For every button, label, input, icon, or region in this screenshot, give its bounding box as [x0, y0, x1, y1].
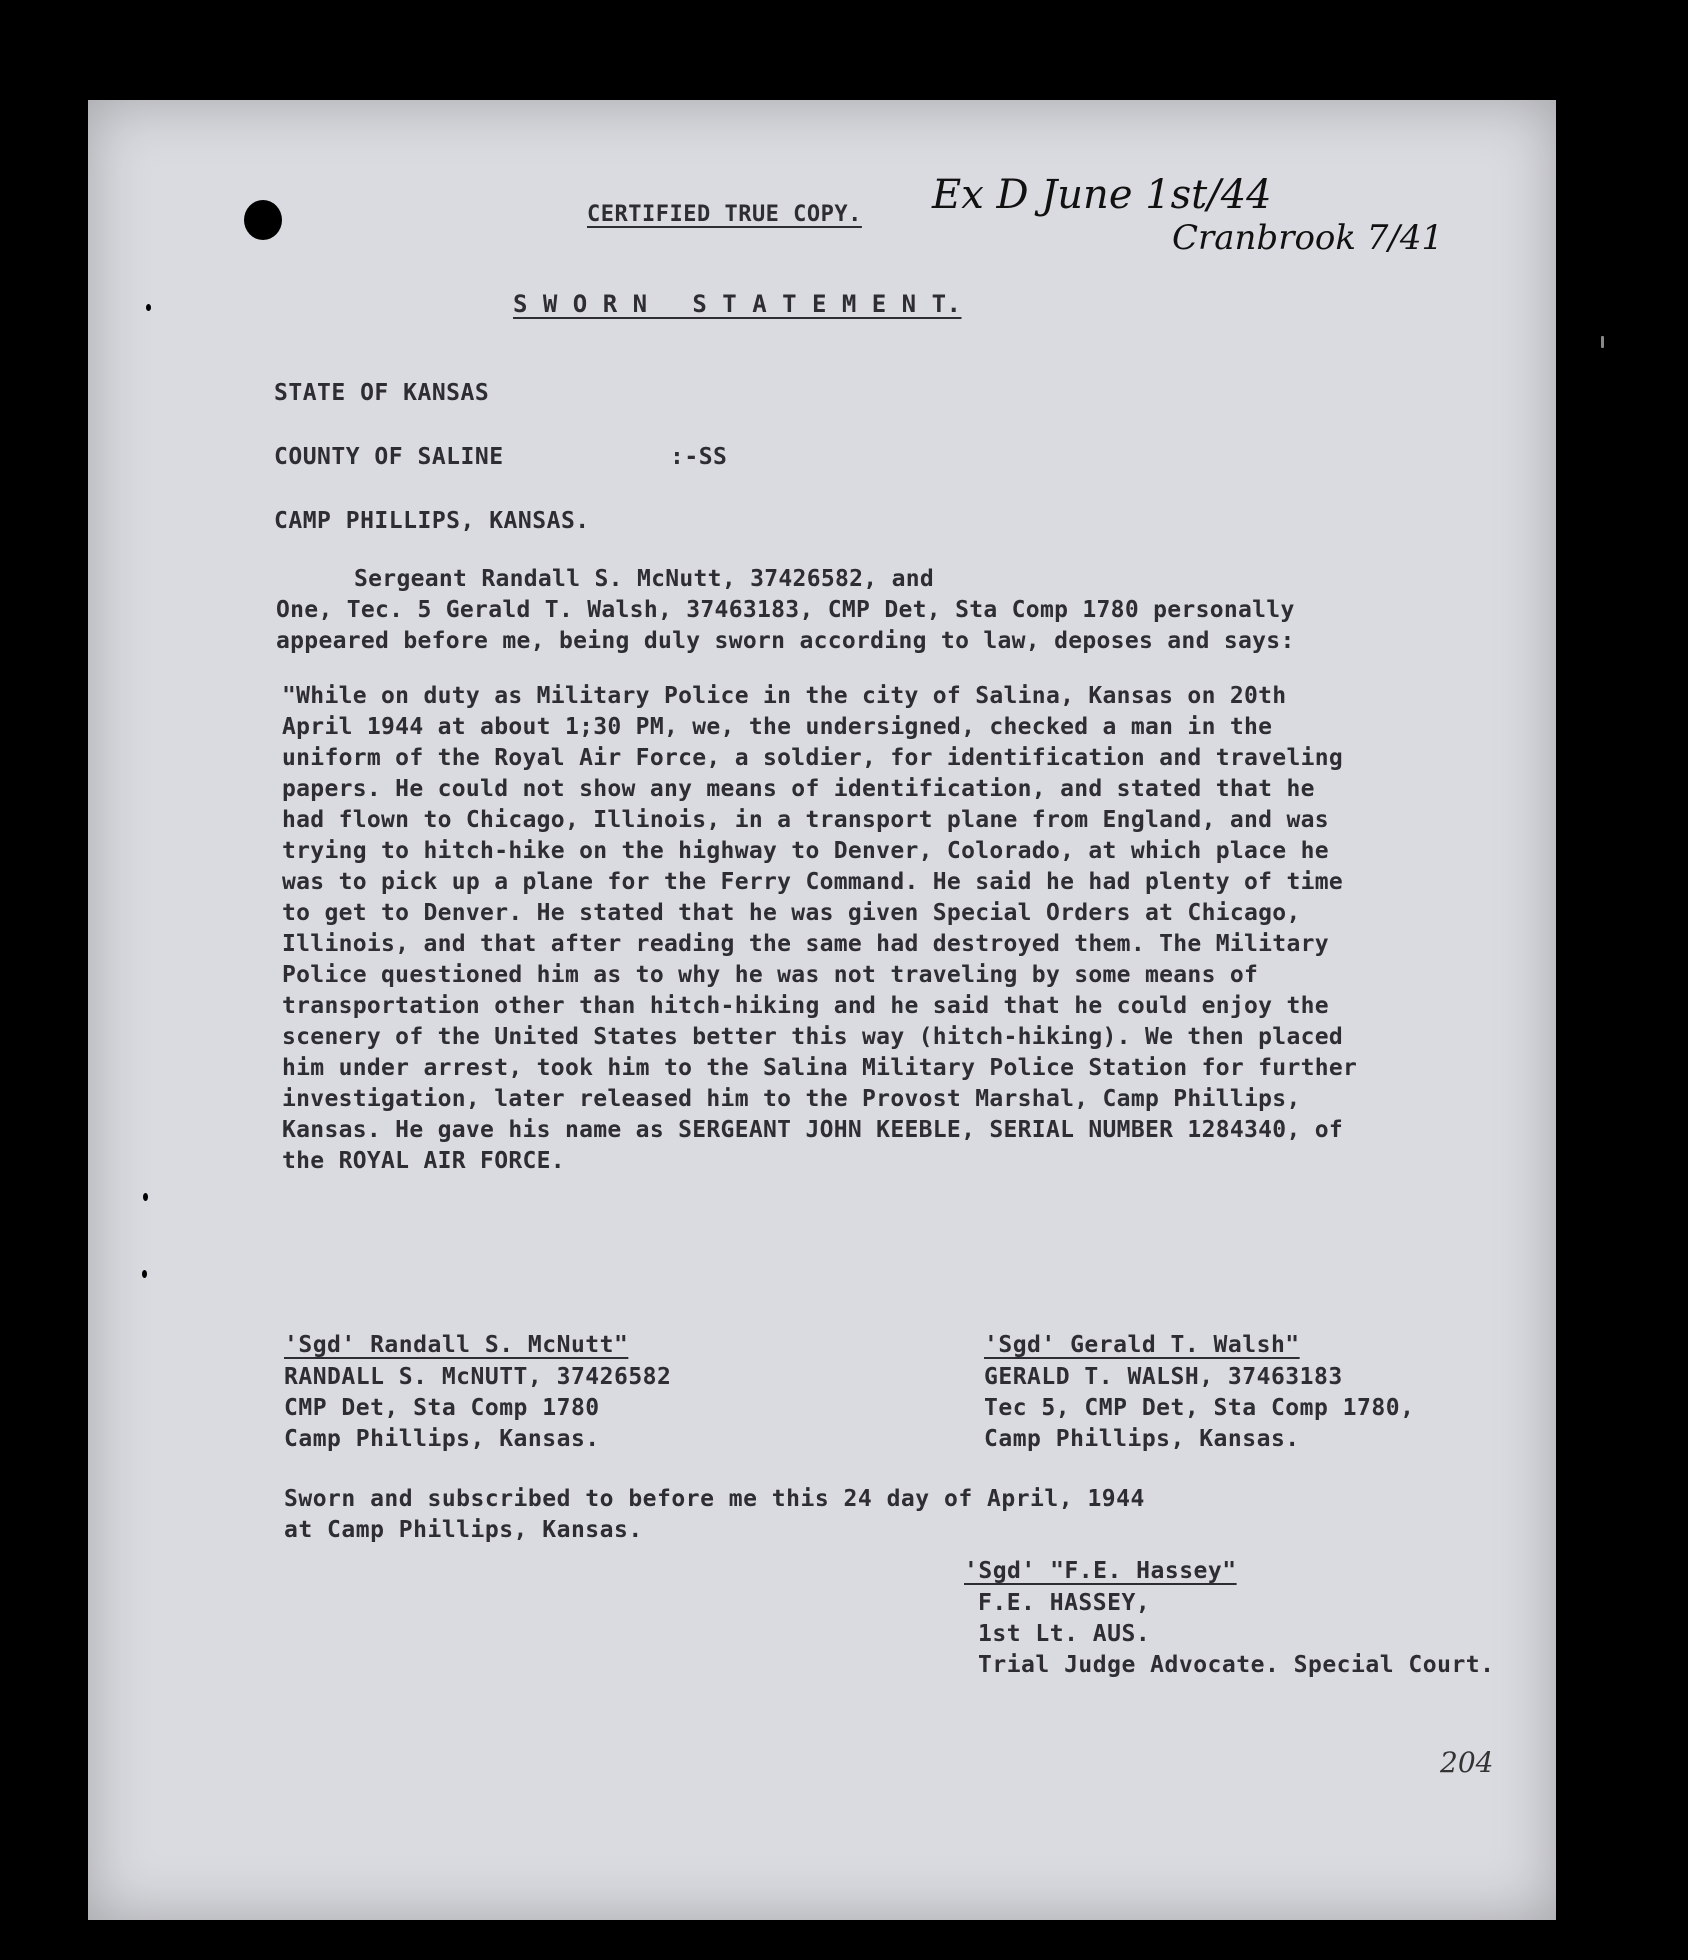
jurat-line: at Camp Phillips, Kansas. — [284, 1517, 643, 1543]
statement-line: papers. He could not show any means of identification, and stated that he — [282, 776, 1315, 802]
document-title: S W O R N S T A T E M E N T. — [513, 290, 962, 318]
handwritten-note: Cranbrook 7/41 — [1172, 218, 1444, 258]
officer-name: F.E. HASSEY, — [978, 1590, 1151, 1616]
statement-line: transportation other than hitch-hiking and he said that he could enjoy the — [282, 993, 1329, 1019]
statement-line: Police questioned him as to why he was not traveling by some means of — [282, 962, 1259, 988]
jurat-line: Sworn and subscribed to before me this 24 day of April, 1944 — [284, 1486, 1145, 1512]
signature-right-sgd: 'Sgd' Gerald T. Walsh" — [984, 1332, 1300, 1358]
signature-right-unit: Tec 5, CMP Det, Sta Comp 1780, — [984, 1395, 1415, 1421]
speck — [143, 1193, 148, 1201]
venue-ss: :-SS — [670, 444, 728, 470]
intro-line: One, Tec. 5 Gerald T. Walsh, 37463183, CMP Det, Sta Comp 1780 personally — [276, 597, 1295, 623]
handwritten-note: Ex D June 1st/44 — [932, 172, 1272, 218]
signature-right-name: GERALD T. WALSH, 37463183 — [984, 1364, 1343, 1390]
signature-left-unit: CMP Det, Sta Comp 1780 — [284, 1395, 600, 1421]
venue-camp: CAMP PHILLIPS, KANSAS. — [274, 508, 590, 534]
statement-line: was to pick up a plane for the Ferry Command. He said he had plenty of time — [282, 869, 1344, 895]
speck — [146, 304, 151, 311]
page-mark: 204 — [1440, 1746, 1494, 1779]
statement-line: had flown to Chicago, Illinois, in a transport plane from England, and was — [282, 807, 1329, 833]
venue-county: COUNTY OF SALINE — [274, 444, 504, 470]
statement-line: uniform of the Royal Air Force, a soldier, for identification and traveling — [282, 745, 1344, 771]
officer-title: Trial Judge Advocate. Special Court. — [978, 1652, 1495, 1678]
statement-line: Kansas. He gave his name as SERGEANT JOHN KEEBLE, SERIAL NUMBER 1284340, of — [282, 1117, 1344, 1143]
signature-left-place: Camp Phillips, Kansas. — [284, 1426, 600, 1452]
statement-line: "While on duty as Military Police in the city of Salina, Kansas on 20th — [282, 683, 1287, 709]
punch-hole — [244, 200, 282, 240]
signature-right-place: Camp Phillips, Kansas. — [984, 1426, 1300, 1452]
signature-left-sgd: 'Sgd' Randall S. McNutt" — [284, 1332, 629, 1358]
statement-line: the ROYAL AIR FORCE. — [282, 1148, 565, 1174]
signature-left-name: RANDALL S. McNUTT, 37426582 — [284, 1364, 672, 1390]
certified-true-copy: CERTIFIED TRUE COPY. — [587, 202, 862, 227]
intro-line: appeared before me, being duly sworn according to law, deposes and says: — [276, 628, 1295, 654]
statement-line: Illinois, and that after reading the same had destroyed them. The Military — [282, 931, 1329, 957]
speck — [1601, 336, 1604, 348]
speck — [142, 1270, 147, 1278]
statement-line: scenery of the United States better this way (hitch-hiking). We then placed — [282, 1024, 1344, 1050]
intro-line: Sergeant Randall S. McNutt, 37426582, and — [354, 566, 935, 592]
statement-line: to get to Denver. He stated that he was given Special Orders at Chicago, — [282, 900, 1301, 926]
officer-rank: 1st Lt. AUS. — [978, 1621, 1151, 1647]
statement-line: trying to hitch-hike on the highway to Denver, Colorado, at which place he — [282, 838, 1329, 864]
officer-sgd: 'Sgd' "F.E. Hassey" — [964, 1558, 1237, 1584]
venue-state: STATE OF KANSAS — [274, 380, 490, 406]
statement-line: him under arrest, took him to the Salina Military Police Station for further — [282, 1055, 1358, 1081]
statement-line: April 1944 at about 1;30 PM, we, the undersigned, checked a man in the — [282, 714, 1273, 740]
statement-line: investigation, later released him to the Provost Marshal, Camp Phillips, — [282, 1086, 1301, 1112]
